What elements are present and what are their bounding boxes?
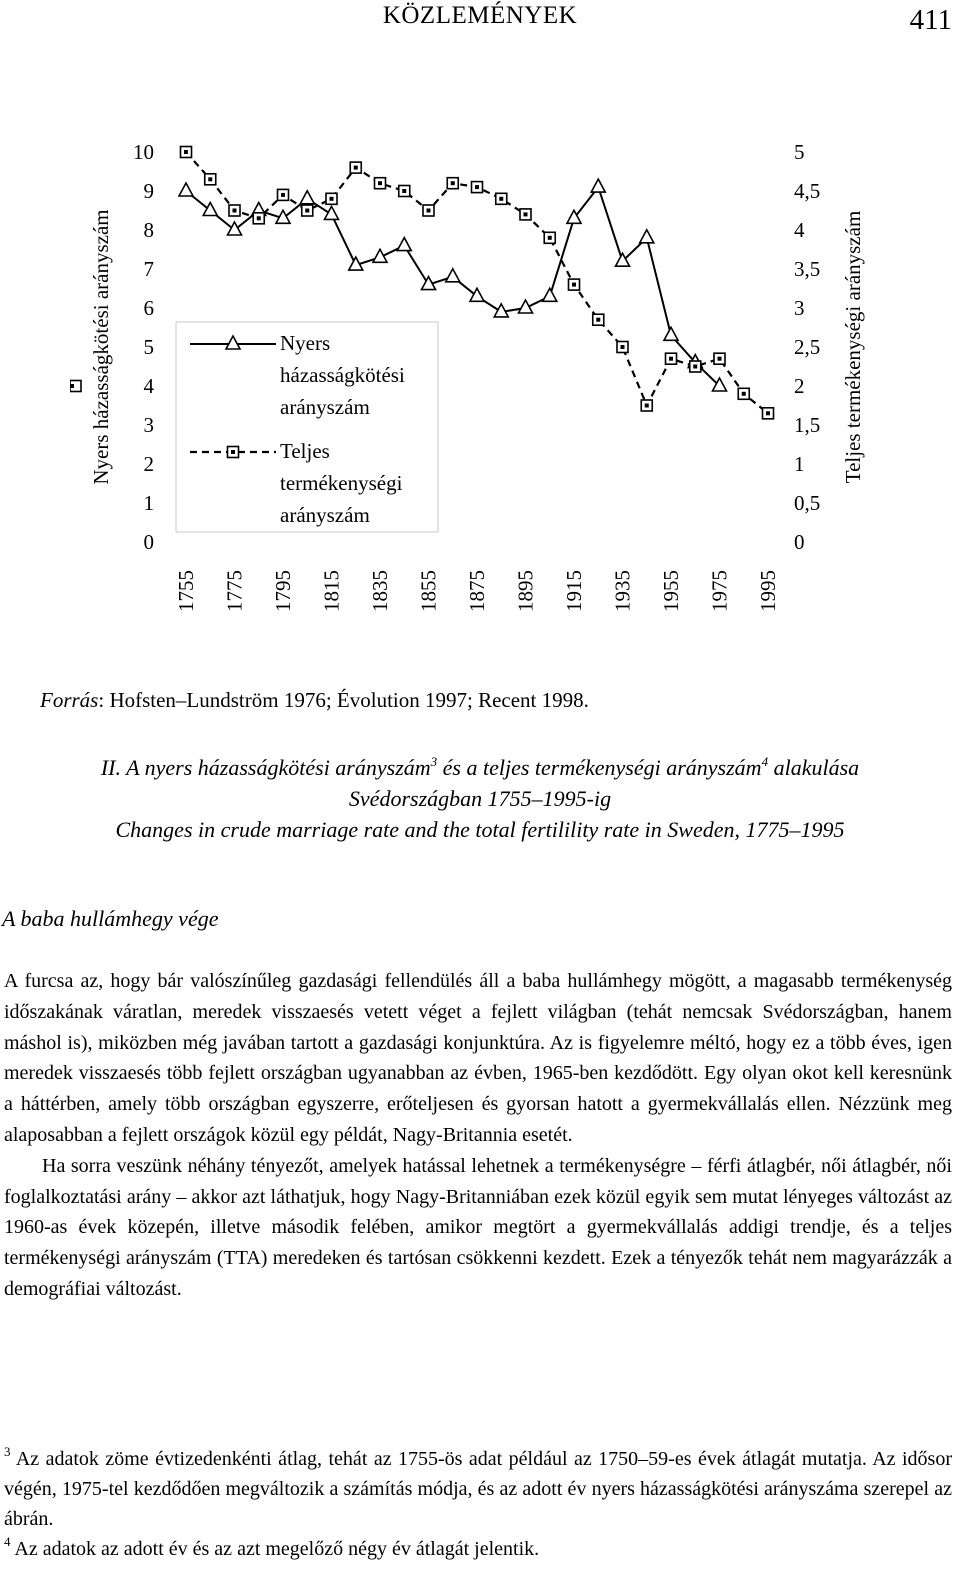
square-marker-dot <box>70 384 74 388</box>
section-heading: A baba hullámhegy vége <box>2 906 219 931</box>
footnote-4-text: Az adatok az adott év és az azt megelőző négy év átlagát jelentik. <box>10 1538 540 1560</box>
x-tick-label: 1895 <box>513 570 538 612</box>
legend-label: Nyers <box>280 331 331 355</box>
right-tick-label: 0,5 <box>794 491 821 515</box>
x-tick-label: 1775 <box>222 570 247 612</box>
left-axis-title: Nyers házasságkötési arányszám <box>89 209 113 485</box>
x-tick-label: 1975 <box>707 570 732 612</box>
x-tick-label: 1855 <box>416 570 441 612</box>
x-tick-label: 1915 <box>562 570 586 612</box>
x-tick-label: 1875 <box>465 570 489 612</box>
triangle-marker <box>640 230 654 243</box>
square-marker-dot <box>499 197 503 201</box>
right-tick-label: 5 <box>794 140 805 164</box>
legend-label: arányszám <box>280 503 370 527</box>
x-tick-label: 1955 <box>659 570 683 612</box>
square-marker-dot <box>330 197 334 201</box>
x-tick-label: 1835 <box>368 570 392 612</box>
triangle-marker <box>470 288 484 301</box>
left-tick-label: 5 <box>143 335 154 359</box>
left-tick-label: 10 <box>133 140 154 164</box>
paragraph-1: A furcsa az, hogy bár valószínűleg gazdasági fellendülés áll a baba hullámhegy mögött, a magasabb termékenység időszakának váratlan, meredek visszaesés vetett véget a fejlett világban (tehát nemcsak Svédországban, hanem máshol is), miközben még javában tartott a gazdasági konjunktúra. Az is figyelemre méltó, hogy ez a több éves, igen meredek visszaesés több fejlett országban ugyanabban az évben, 1965-ben kezdődött. Egy olyan okot kell keresnünk a háttérben, amely több országban egyszerre, erőteljesen és gyorsan hatott a gyermekvállalás ellen. Nézzünk meg alaposabban a fejlett országok közül egy példát, Nagy-Britannia esetét. <box>4 970 952 1146</box>
footnote-mark-3: 3 <box>4 1444 11 1459</box>
body-text <box>4 966 952 1305</box>
triangle-marker <box>228 222 242 235</box>
right-tick-label: 3 <box>794 296 805 320</box>
square-marker-dot <box>305 209 309 213</box>
footnote-mark-4: 4 <box>4 1534 11 1549</box>
triangle-marker <box>300 191 314 204</box>
running-title: KÖZLEMÉNYEK <box>382 2 578 29</box>
square-marker-dot <box>281 193 285 197</box>
square-marker-dot <box>378 181 382 185</box>
square-marker-dot <box>718 357 722 361</box>
footnote-3 <box>4 1444 952 1534</box>
square-marker-dot <box>524 212 528 216</box>
left-tick-label: 4 <box>143 374 154 398</box>
footnote-4 <box>4 1534 952 1564</box>
left-tick-label: 1 <box>143 491 154 515</box>
square-marker-dot <box>233 209 237 213</box>
square-marker-dot <box>475 185 479 189</box>
right-tick-label: 2 <box>794 374 805 398</box>
square-marker-dot <box>402 189 406 193</box>
legend-label: termékenységi <box>280 471 403 495</box>
square-marker-dot <box>548 236 552 240</box>
right-tick-label: 0 <box>794 530 805 554</box>
triangle-marker <box>543 288 557 301</box>
footnotes <box>4 1444 952 1564</box>
legend-label: házasságkötési <box>280 363 405 387</box>
triangle-marker <box>179 183 193 196</box>
left-tick-label: 7 <box>143 257 154 281</box>
square-marker-dot <box>742 392 746 396</box>
square-marker-dot <box>257 216 261 220</box>
running-head <box>0 0 960 40</box>
right-tick-label: 4,5 <box>794 179 821 203</box>
footnote-3-text: Az adatok zöme évtizedenkénti átlag, tehát az 1755-ös adat például az 1750–59-es évek átlagát mutatja. Az idősor végén, 1975-tel kezdődően megváltozik a számítás módja, és az adott év nyers házasságkötési arányszáma szerepel az ábrán. <box>4 1448 952 1530</box>
x-tick-label: 1795 <box>271 570 295 612</box>
legend-label: Teljes <box>280 439 330 463</box>
left-tick-label: 8 <box>143 218 154 242</box>
left-tick-label: 2 <box>143 452 154 476</box>
square-marker-dot <box>669 357 673 361</box>
right-tick-label: 3,5 <box>794 257 821 281</box>
figure-source <box>40 688 589 713</box>
square-marker-dot <box>354 166 358 170</box>
caption-part-2: és a teljes termékenységi arányszám <box>437 755 762 780</box>
square-marker-dot <box>693 365 697 369</box>
legend-square-marker-dot <box>231 450 235 454</box>
triangle-marker <box>203 203 217 216</box>
caption-part-1: II. A nyers házasságkötési arányszám <box>100 755 431 780</box>
legend-label: arányszám <box>280 395 370 419</box>
footnote-ref-3: 3 <box>430 754 438 769</box>
footnote-ref-4: 4 <box>761 754 769 769</box>
square-marker-dot <box>596 318 600 322</box>
square-marker-dot <box>621 345 625 349</box>
right-tick-label: 1 <box>794 452 805 476</box>
x-tick-label: 1995 <box>756 570 780 612</box>
triangle-marker <box>664 327 678 340</box>
right-tick-label: 2,5 <box>794 335 821 359</box>
right-tick-label: 4 <box>794 218 805 242</box>
page-number: 411 <box>909 4 952 36</box>
dual-axis-line-chart <box>70 130 890 630</box>
figure-caption <box>0 752 960 845</box>
x-tick-label: 1755 <box>174 570 198 612</box>
square-marker-dot <box>427 209 431 213</box>
right-tick-label: 1,5 <box>794 413 821 437</box>
triangle-marker <box>397 238 411 251</box>
x-tick-label: 1935 <box>610 570 635 612</box>
caption-line-1 <box>0 752 960 783</box>
square-marker-dot <box>572 283 576 287</box>
caption-line-3-english: Changes in crude marriage rate and the total fertilility rate in Sweden, 1775–1995 <box>115 817 845 842</box>
square-marker-dot <box>451 181 455 185</box>
square-marker-dot <box>766 411 770 415</box>
caption-line-2: Svédországban 1755–1995-ig <box>348 786 612 811</box>
left-tick-label: 0 <box>143 530 154 554</box>
right-axis-title: Teljes termékenységi arányszám <box>841 210 865 484</box>
square-marker-dot <box>184 150 188 154</box>
triangle-marker <box>325 206 339 219</box>
square-marker-dot <box>208 177 212 181</box>
square-marker-dot <box>645 404 649 408</box>
left-tick-label: 3 <box>143 413 154 437</box>
x-tick-label: 1815 <box>319 570 344 612</box>
left-tick-label: 6 <box>143 296 154 320</box>
source-text: : Hofsten–Lundström 1976; Évolution 1997; Recent 1998. <box>98 688 589 712</box>
source-label: Forrás <box>40 688 99 712</box>
left-tick-label: 9 <box>143 179 154 203</box>
paragraph-2: Ha sorra veszünk néhány tényezőt, amelyek hatással lehetnek a termékenységre – férfi átlagbér, női átlagbér, női foglalkoztatási arány – akkor azt láthatjuk, hogy Nagy-Britanniában ezek közül egyik sem mutat lényeges változást az 1960-as évek közepén, illetve második felében, amikor megtört a gyermekvállalás addigi trendje, és a teljes termékenységi arányszám (TTA) meredeken és tartósan csökkenni kezdett. Ezek a tényezők tehát nem magyarázzák a demográfiai változást. <box>4 1154 952 1300</box>
triangle-marker <box>591 179 605 192</box>
triangle-marker <box>446 269 460 282</box>
caption-part-3: alakulása <box>768 755 860 780</box>
